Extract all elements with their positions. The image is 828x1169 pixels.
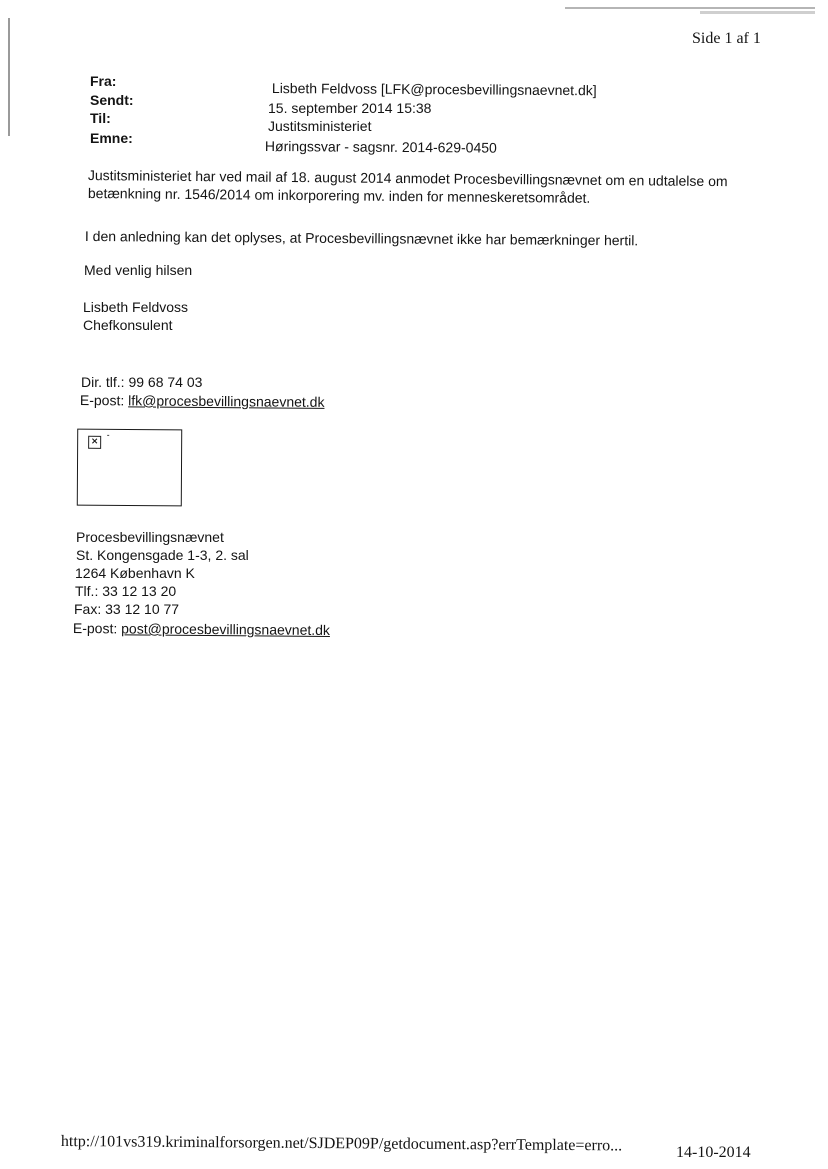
sent-value: 15. september 2014 15:38 — [268, 100, 432, 116]
signature-name: Lisbeth Feldvoss — [83, 299, 189, 315]
sent-label: Sendt: — [90, 92, 134, 108]
broken-image-icon: × — [88, 436, 101, 449]
subject-value: Høringssvar - sagsnr. 2014-629-0450 — [264, 138, 497, 156]
organization-address-2: 1264 København K — [75, 565, 195, 581]
subject-label: Emne: — [90, 130, 133, 146]
page-number: Side 1 af 1 — [692, 30, 761, 47]
signature-email-link[interactable]: lfk@procesbevillingsnaevnet.dk — [128, 392, 325, 410]
signature-email-label: E-post: — [79, 392, 129, 409]
image-placeholder-mark — [107, 435, 109, 436]
organization-email — [73, 620, 330, 638]
scan-edge-top-shadow — [700, 11, 815, 14]
paragraph-1-line-1: Justitsministeriet har ved mail af 18. august 2014 anmodet Procesbevillingsnævnet om en udtalelse om — [87, 167, 728, 190]
organization-phone: Tlf.: 33 12 13 20 — [75, 583, 177, 599]
organization-name: Procesbevillingsnævnet — [76, 529, 224, 545]
signature-email — [80, 392, 325, 410]
scan-edge-left — [8, 18, 10, 136]
from-value: Lisbeth Feldvoss [LFK@procesbevillingsnaevnet.dk] — [271, 80, 597, 99]
to-value: Justitsministeriet — [268, 118, 372, 134]
scan-edge-top — [565, 7, 815, 9]
organization-address-1: St. Kongensgade 1-3, 2. sal — [76, 547, 249, 563]
organization-email-link[interactable]: post@procesbevillingsnaevnet.dk — [121, 620, 331, 639]
greeting: Med venlig hilsen — [84, 262, 193, 278]
footer-date: 14-10-2014 — [676, 1144, 751, 1161]
to-label: Til: — [90, 110, 111, 126]
signature-title: Chefkonsulent — [83, 317, 173, 333]
signature-phone: Dir. tlf.: 99 68 74 03 — [81, 374, 203, 390]
organization-fax: Fax: 33 12 10 77 — [74, 601, 180, 617]
paragraph-1-line-2: betænkning nr. 1546/2014 om inkorporering mv. inden for menneskeretsområdet. — [87, 185, 591, 206]
paragraph-2: I den anledning kan det oplyses, at Procesbevillingsnævnet ikke har bemærkninger hertil. — [84, 228, 639, 249]
footer-url: http://101vs319.kriminalforsorgen.net/SJDEP09P/getdocument.asp?errTemplate=erro... — [60, 1133, 623, 1155]
logo-image-placeholder — [77, 429, 182, 507]
organization-email-label: E-post: — [72, 620, 122, 637]
from-label: Fra: — [90, 73, 117, 89]
